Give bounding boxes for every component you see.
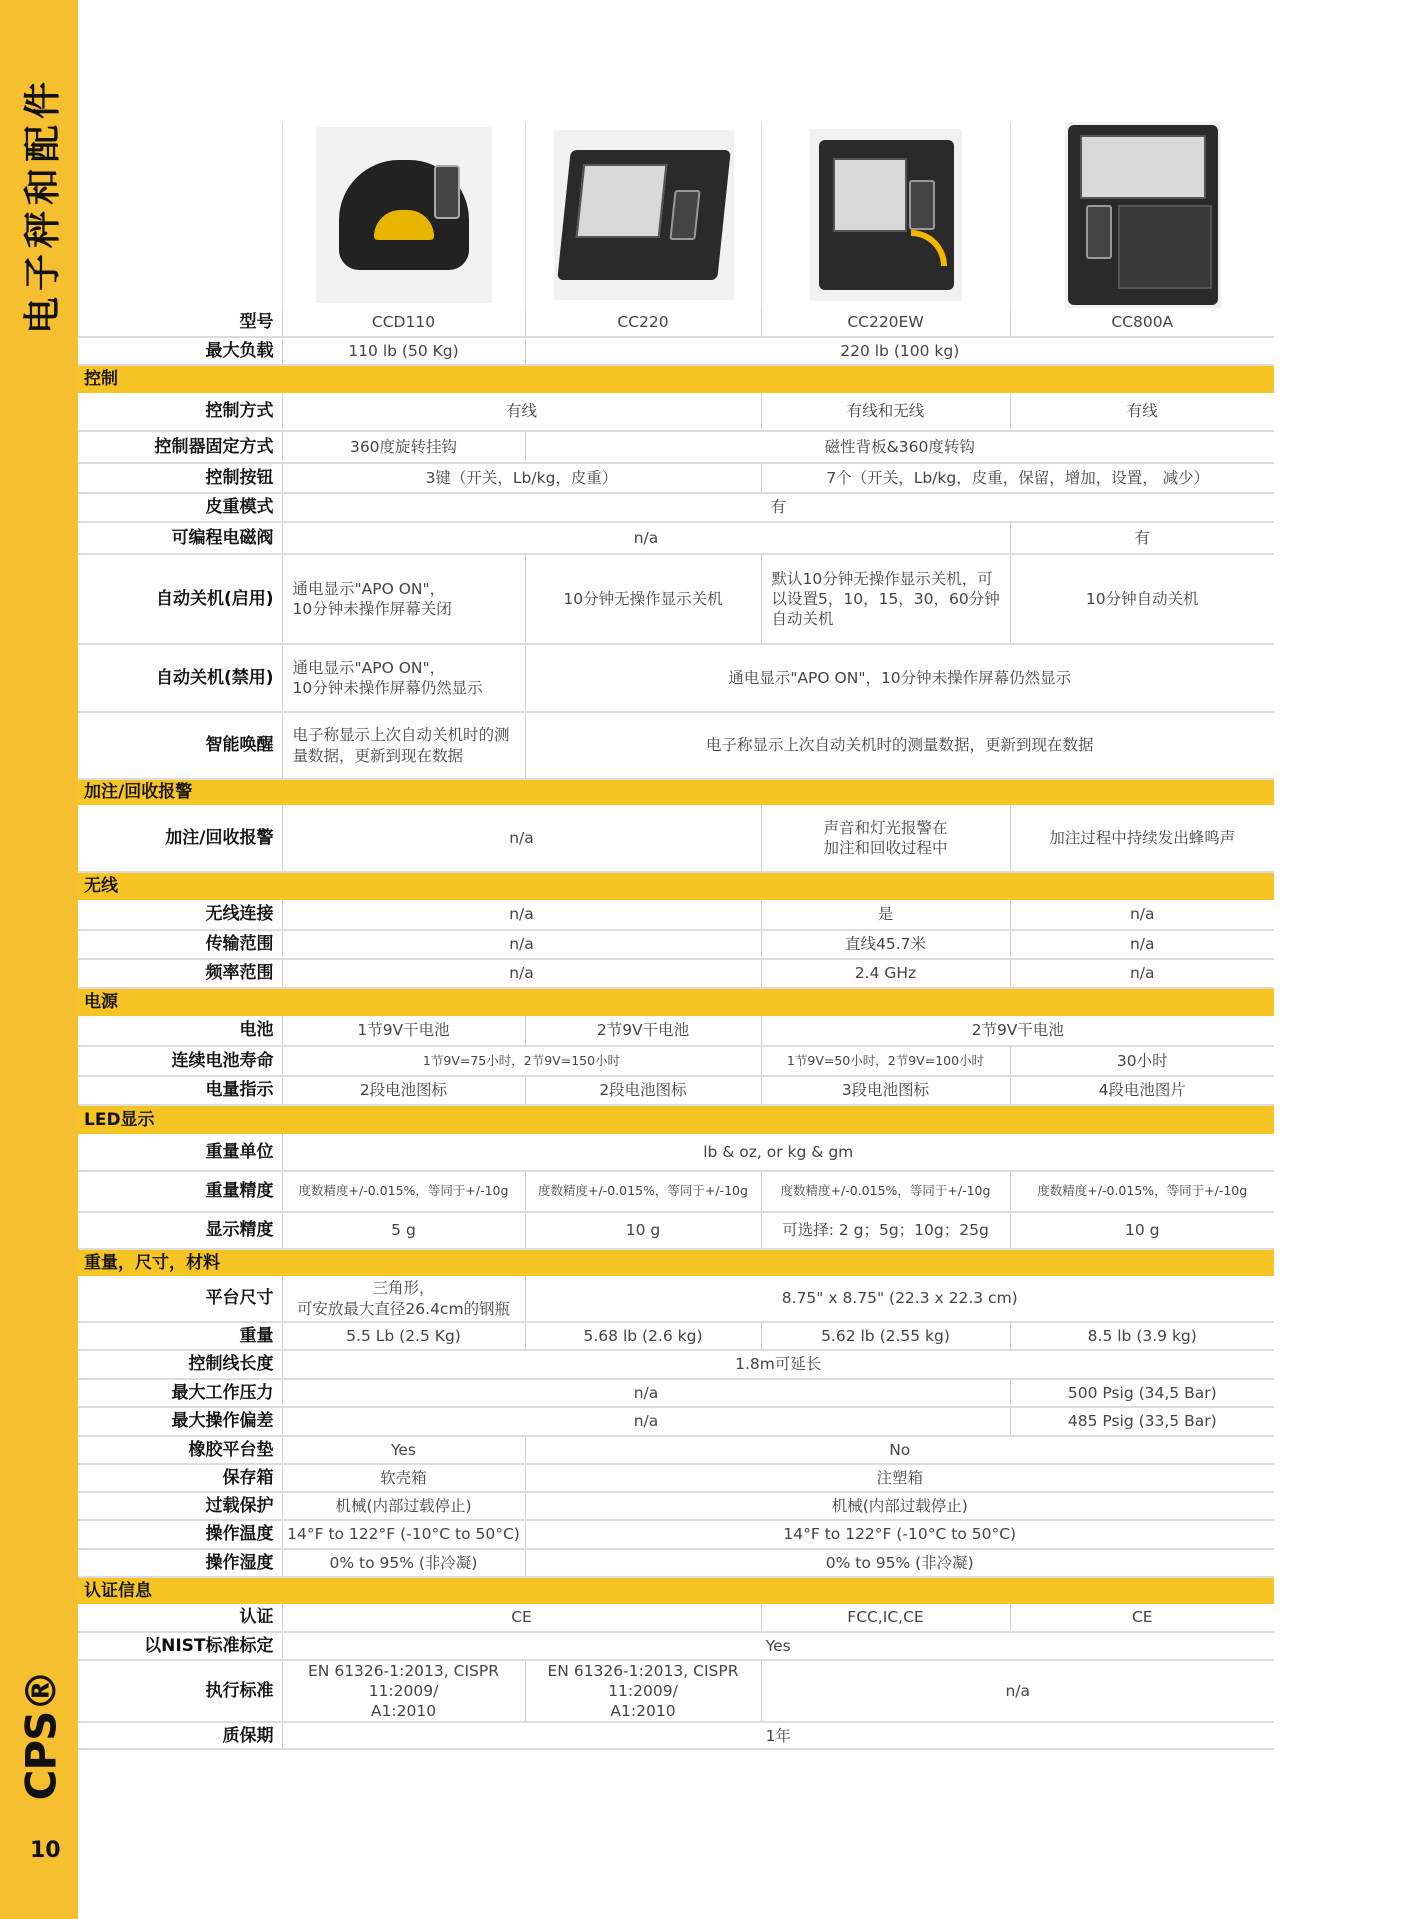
spec-value: CE bbox=[282, 1604, 761, 1632]
spec-row bbox=[78, 644, 1274, 712]
spec-value: 8.75" x 8.75" (22.3 x 22.3 cm) bbox=[525, 1276, 1274, 1322]
section-header bbox=[78, 1105, 1274, 1134]
spec-value: 三角形， 可安放最大直径26.4cm的钢瓶 bbox=[282, 1276, 525, 1322]
spec-value: 500 Psig (34,5 Bar) bbox=[1010, 1379, 1274, 1407]
spec-row bbox=[78, 1549, 1274, 1577]
section-header bbox=[78, 779, 1274, 805]
spec-label: 电池 bbox=[78, 1016, 282, 1046]
spec-row bbox=[78, 900, 1274, 930]
spec-row bbox=[78, 1379, 1274, 1407]
spec-value: 机械(内部过载停止) bbox=[282, 1492, 525, 1520]
spec-value: 度数精度+/-0.015%，等同于+/-10g bbox=[525, 1171, 761, 1212]
spec-label: 无线连接 bbox=[78, 900, 282, 930]
spec-value: 是 bbox=[761, 900, 1010, 930]
spec-value: 2节9V干电池 bbox=[525, 1016, 761, 1046]
spec-value: 14°F to 122°F (-10°C to 50°C) bbox=[525, 1520, 1274, 1549]
section-header bbox=[78, 988, 1274, 1016]
spec-value: EN 61326-1:2013, CISPR 11:2009/ A1:2010 bbox=[525, 1660, 761, 1722]
wireless-icon bbox=[911, 230, 947, 266]
spec-value: 4段电池图片 bbox=[1010, 1076, 1274, 1105]
spec-label: 自动关机(禁用) bbox=[78, 644, 282, 712]
spec-value: 5 g bbox=[282, 1212, 525, 1249]
spec-value: 3键（开关，Lb/kg，皮重） bbox=[282, 463, 761, 493]
spec-value: 360度旋转挂钩 bbox=[282, 431, 525, 463]
spec-row bbox=[78, 1436, 1274, 1464]
spec-row bbox=[78, 431, 1274, 463]
spec-label: 平台尺寸 bbox=[78, 1276, 282, 1322]
spec-value: 默认10分钟无操作显示关机，可以设置5，10，15，30，60分钟自动关机 bbox=[761, 554, 1010, 644]
spec-value: n/a bbox=[1010, 959, 1274, 988]
spec-value: 有 bbox=[1010, 522, 1274, 554]
spec-value: 10分钟自动关机 bbox=[1010, 554, 1274, 644]
spec-value: 声音和灯光报警在 加注和回收过程中 bbox=[761, 805, 1010, 872]
spec-row bbox=[78, 1407, 1274, 1436]
spec-label: 电量指示 bbox=[78, 1076, 282, 1105]
spec-row bbox=[78, 1660, 1274, 1722]
spec-label: 频率范围 bbox=[78, 959, 282, 988]
spec-row bbox=[78, 1492, 1274, 1520]
spec-value: 1节9V=75小时，2节9V=150小时 bbox=[282, 1046, 761, 1076]
spec-label: 最大操作偏差 bbox=[78, 1407, 282, 1436]
spec-value: 通电显示"APO ON"，10分钟未操作屏幕仍然显示 bbox=[525, 644, 1274, 712]
section-header bbox=[78, 1249, 1274, 1276]
section-title: 重量，尺寸，材料 bbox=[78, 1249, 1274, 1276]
spec-value: 有线 bbox=[282, 393, 761, 431]
spec-row bbox=[78, 1604, 1274, 1632]
spec-label: 以NIST标准标定 bbox=[78, 1632, 282, 1660]
spec-row bbox=[78, 337, 1274, 365]
spec-value: 2段电池图标 bbox=[282, 1076, 525, 1105]
spec-value: 通电显示"APO ON"， 10分钟未操作屏幕仍然显示 bbox=[282, 644, 525, 712]
spec-label: 重量精度 bbox=[78, 1171, 282, 1212]
spec-value: 有 bbox=[282, 493, 1274, 522]
spec-value: 220 lb (100 kg) bbox=[525, 337, 1274, 365]
spec-label: 控制按钮 bbox=[78, 463, 282, 493]
spec-row bbox=[78, 1171, 1274, 1212]
spec-value: n/a bbox=[761, 1660, 1274, 1722]
spec-value: FCC,IC,CE bbox=[761, 1604, 1010, 1632]
spec-value: n/a bbox=[282, 1379, 1010, 1407]
section-title: 加注/回收报警 bbox=[78, 779, 1274, 805]
spec-row bbox=[78, 1350, 1274, 1379]
spec-value: 10 g bbox=[525, 1212, 761, 1249]
section-title: 控制 bbox=[78, 365, 1274, 393]
product-image-cc800a bbox=[1010, 122, 1274, 308]
section-title: 无线 bbox=[78, 872, 1274, 900]
spec-value: No bbox=[525, 1436, 1274, 1464]
spec-value: 110 lb (50 Kg) bbox=[282, 337, 525, 365]
spec-value: 8.5 lb (3.9 kg) bbox=[1010, 1322, 1274, 1350]
spec-value: n/a bbox=[282, 930, 761, 959]
spec-row bbox=[78, 1632, 1274, 1660]
spec-row bbox=[78, 1722, 1274, 1749]
spec-value: 10 g bbox=[1010, 1212, 1274, 1249]
spec-label: 操作湿度 bbox=[78, 1549, 282, 1577]
spec-value: 1节9V=50小时，2节9V=100小时 bbox=[761, 1046, 1010, 1076]
spec-label: 保存箱 bbox=[78, 1464, 282, 1492]
spec-value: 有线和无线 bbox=[761, 393, 1010, 431]
spec-label: 控制方式 bbox=[78, 393, 282, 431]
spec-value: 485 Psig (33,5 Bar) bbox=[1010, 1407, 1274, 1436]
spec-label: 控制线长度 bbox=[78, 1350, 282, 1379]
spec-value: 5.68 lb (2.6 kg) bbox=[525, 1322, 761, 1350]
spec-value: 电子称显示上次自动关机时的测量数据，更新到现在数据 bbox=[282, 712, 525, 779]
section-header bbox=[78, 1577, 1274, 1604]
spec-value: 0% to 95% (非冷凝) bbox=[525, 1549, 1274, 1577]
spec-row bbox=[78, 805, 1274, 872]
spec-value: 10分钟无操作显示关机 bbox=[525, 554, 761, 644]
spec-row bbox=[78, 1016, 1274, 1046]
spec-value: 加注过程中持续发出蜂鸣声 bbox=[1010, 805, 1274, 872]
section-title: 认证信息 bbox=[78, 1577, 1274, 1604]
logo-text: CPS® bbox=[16, 1670, 66, 1800]
spec-value: n/a bbox=[1010, 930, 1274, 959]
spec-value: 通电显示"APO ON"， 10分钟未操作屏幕关闭 bbox=[282, 554, 525, 644]
spec-value: EN 61326-1:2013, CISPR 11:2009/ A1:2010 bbox=[282, 1660, 525, 1722]
spec-value: 度数精度+/-0.015%，等同于+/-10g bbox=[761, 1171, 1010, 1212]
spec-value: 7个（开关，Lb/kg，皮重，保留，增加，设置， 减少） bbox=[761, 463, 1274, 493]
product-image-cc220 bbox=[525, 122, 761, 308]
spec-label: 显示精度 bbox=[78, 1212, 282, 1249]
spec-row bbox=[78, 712, 1274, 779]
product-images bbox=[282, 122, 1274, 308]
spec-row bbox=[78, 1464, 1274, 1492]
spec-label: 最大负载 bbox=[78, 337, 282, 365]
spec-value: 有线 bbox=[1010, 393, 1274, 431]
spec-value: n/a bbox=[282, 900, 761, 930]
spec-value: CC220EW bbox=[761, 308, 1010, 337]
spec-row bbox=[78, 493, 1274, 522]
spec-value: 度数精度+/-0.015%，等同于+/-10g bbox=[1010, 1171, 1274, 1212]
spec-value: 3段电池图标 bbox=[761, 1076, 1010, 1105]
spec-value: CC800A bbox=[1010, 308, 1274, 337]
spec-label: 型号 bbox=[78, 308, 282, 337]
spec-label: 可编程电磁阀 bbox=[78, 522, 282, 554]
product-image-cc220ew bbox=[761, 122, 1010, 308]
spec-row bbox=[78, 308, 1274, 337]
spec-label: 最大工作压力 bbox=[78, 1379, 282, 1407]
sidebar bbox=[0, 0, 78, 1919]
spec-row bbox=[78, 1520, 1274, 1549]
section-header bbox=[78, 365, 1274, 393]
spec-row bbox=[78, 930, 1274, 959]
spec-row bbox=[78, 959, 1274, 988]
spec-row bbox=[78, 1076, 1274, 1105]
spec-value: 可选择: 2 g；5g；10g；25g bbox=[761, 1212, 1010, 1249]
section-title: LED显示 bbox=[78, 1105, 1274, 1134]
spec-value: 机械(内部过载停止) bbox=[525, 1492, 1274, 1520]
spec-value: 电子称显示上次自动关机时的测量数据，更新到现在数据 bbox=[525, 712, 1274, 779]
product-image-ccd110 bbox=[282, 122, 525, 308]
spec-row bbox=[78, 1276, 1274, 1322]
spec-label: 操作温度 bbox=[78, 1520, 282, 1549]
spec-value: 度数精度+/-0.015%，等同于+/-10g bbox=[282, 1171, 525, 1212]
spec-label: 重量单位 bbox=[78, 1134, 282, 1171]
spec-value: Yes bbox=[282, 1632, 1274, 1660]
spec-label: 自动关机(启用) bbox=[78, 554, 282, 644]
sidebar-title bbox=[14, 60, 64, 350]
spec-value: n/a bbox=[282, 1407, 1010, 1436]
sidebar-title-text: 电子秤和配件 bbox=[21, 76, 64, 334]
spec-value: 30小时 bbox=[1010, 1046, 1274, 1076]
spec-label: 加注/回收报警 bbox=[78, 805, 282, 872]
spec-value: n/a bbox=[282, 522, 1010, 554]
spec-row bbox=[78, 1134, 1274, 1171]
spec-label: 执行标准 bbox=[78, 1660, 282, 1722]
spec-value: 2节9V干电池 bbox=[761, 1016, 1274, 1046]
spec-value: 1.8m可延长 bbox=[282, 1350, 1274, 1379]
spec-value: 直线45.7米 bbox=[761, 930, 1010, 959]
cps-logo bbox=[16, 1670, 66, 1800]
spec-value: 磁性背板&360度转钩 bbox=[525, 431, 1274, 463]
section-title: 电源 bbox=[78, 988, 1274, 1016]
spec-value: CCD110 bbox=[282, 308, 525, 337]
spec-value: 5.5 Lb (2.5 Kg) bbox=[282, 1322, 525, 1350]
section-header bbox=[78, 872, 1274, 900]
spec-label: 橡胶平台垫 bbox=[78, 1436, 282, 1464]
spec-label: 认证 bbox=[78, 1604, 282, 1632]
spec-label: 智能唤醒 bbox=[78, 712, 282, 779]
spec-label: 皮重模式 bbox=[78, 493, 282, 522]
spec-value: 注塑箱 bbox=[525, 1464, 1274, 1492]
spec-value: 1年 bbox=[282, 1722, 1274, 1749]
spec-value: lb & oz, or kg & gm bbox=[282, 1134, 1274, 1171]
spec-row bbox=[78, 522, 1274, 554]
spec-value: n/a bbox=[282, 805, 761, 872]
spec-label: 连续电池寿命 bbox=[78, 1046, 282, 1076]
spec-value: 1节9V干电池 bbox=[282, 1016, 525, 1046]
spec-value: 0% to 95% (非冷凝) bbox=[282, 1549, 525, 1577]
spec-label: 重量 bbox=[78, 1322, 282, 1350]
spec-value: CC220 bbox=[525, 308, 761, 337]
spec-value: 5.62 lb (2.55 kg) bbox=[761, 1322, 1010, 1350]
spec-row bbox=[78, 1046, 1274, 1076]
spec-value: n/a bbox=[282, 959, 761, 988]
spec-label: 传输范围 bbox=[78, 930, 282, 959]
spec-value: CE bbox=[1010, 1604, 1274, 1632]
spec-value: n/a bbox=[1010, 900, 1274, 930]
spec-label: 过载保护 bbox=[78, 1492, 282, 1520]
spec-value: 2.4 GHz bbox=[761, 959, 1010, 988]
spec-row bbox=[78, 393, 1274, 431]
spec-value: 14°F to 122°F (-10°C to 50°C) bbox=[282, 1520, 525, 1549]
spec-value: 软壳箱 bbox=[282, 1464, 525, 1492]
spec-label: 控制器固定方式 bbox=[78, 431, 282, 463]
spec-value: 2段电池图标 bbox=[525, 1076, 761, 1105]
spec-table bbox=[78, 308, 1274, 1750]
spec-row bbox=[78, 463, 1274, 493]
spec-row bbox=[78, 1322, 1274, 1350]
spec-label: 质保期 bbox=[78, 1722, 282, 1749]
spec-value: Yes bbox=[282, 1436, 525, 1464]
spec-row bbox=[78, 1212, 1274, 1249]
page-number: 10 bbox=[30, 1838, 61, 1863]
spec-row bbox=[78, 554, 1274, 644]
